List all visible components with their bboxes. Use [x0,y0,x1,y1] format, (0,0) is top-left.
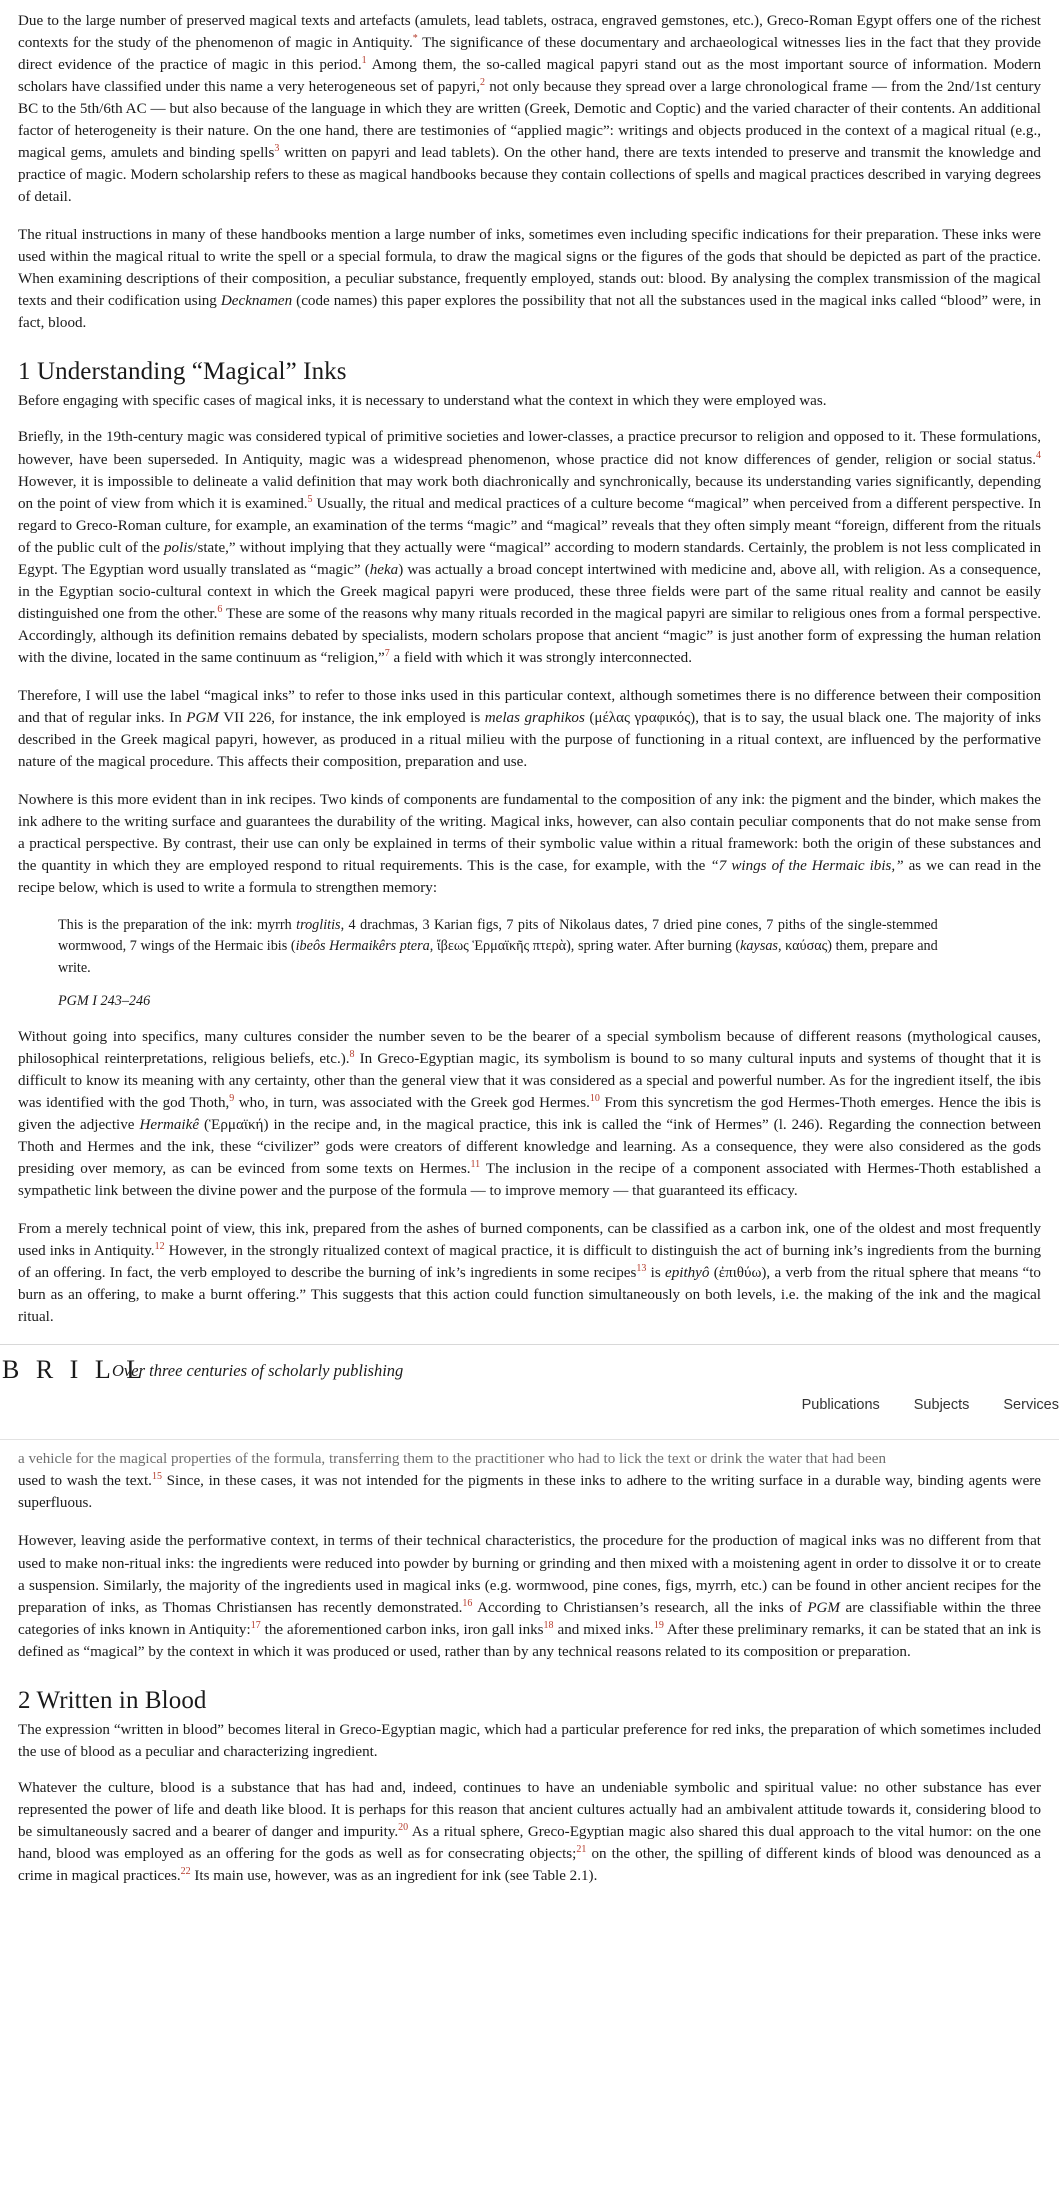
paragraph: Therefore, I will use the label “magical inks” to refer to those inks used in this particular context, although sometimes there is no difference between their composition and that of regular inks. In PGM VII 226, for instance, the ink employed is melas graphikos (μέλας γραφικός), that is to say, the usual black one. The majority of inks described in the Greek magical papyri, however, as produced in a ritual milieu with the purpose of functioning in a ritual context, are influenced by the performative nature of the magical procedure. This affects their composition, preparation and use. [18,687,1041,770]
nav-item-publications[interactable]: Publications [801,1397,880,1414]
paragraph: Without going into specifics, many cultures consider the number seven to be the bearer of a special symbolism because of different reasons (mythological causes, philosophical reinterpretations, religious beliefs, etc.).$^8$ In Greco-Egyptian magic, its symbolism is bound to so many cultural inputs and systems of thought that it is difficult to know its meaning with any certainty, other than the general view that it was considered as a special and powerful number. As for the ingredient itself, the ibis was identified with the god Thoth,$^9$ who, in turn, was associated with the Greek god Hermes.$^{10}$ From this syncretism the god Hermes-Thoth emerges. Hence the ibis is given the adjective Hermaikê (Ἑρμαϊκή) in the recipe and, in the magical practice, this ink is called the “ink of Hermes” (l. 246). Regarding the connection between Thoth and Hermes and the ink, these “civilizer” gods were creators of different knowledge and learning. As a consequence, they were also considered as the gods presiding over memory, as can be evinced from some texts on Hermes.$^{11}$ The inclusion in the recipe of a component associated with Hermes-Thoth established a sympathetic link between the divine power and the purpose of the formula — to improve memory — that guaranteed its efficacy. [18,1028,1042,1200]
paragraph: From a merely technical point of view, this ink, prepared from the ashes of burned components, can be classified as a carbon ink, one of the oldest and most frequently used inks in Antiquity.$^{12}$ However, in the strongly ritualized context of magical practice, it is difficult to distinguish the act of burning ink’s ingredients from the burning of an offering. In fact, the verb employed to describe the burning of ink’s ingredients in some recipes$^{13}$ is epithyô (ἐπιθύω), a verb from the ritual sphere that means “to burn as an offering, to make a burnt offering.” This suggests that this action could function simultaneously on both levels, i.e. the making of the ink and the magical ritual. [18,1221,1041,1326]
brill-logo[interactable]: B R I L L [2,1355,148,1385]
brill-tagline: Over three centuries of scholarly publishing [112,1361,404,1381]
citation-text: PGM I 243–246 [58,992,151,1009]
paragraph: Due to the large number of preserved magical texts and artefacts (amulets, lead tablets, ostraca, engraved gemstones, etc.), Greco-Roman Egypt offers one of the richest contexts for the study of the phenomenon of magic in Antiquity.* The significance of these documentary and archaeological witnesses lies in the fact that they provide direct evidence of the practice of magic in this period.$^1$ Among them, the so-called magical papyri stand out as the most important source of information. Modern scholars have classified under this name a very heterogeneous set of papyri,$^2$ not only because they spread over a large chronological frame — from the 2nd/1st century BC to the 5th/6th AC — but also because of the language in which they are written (Greek, Demotic and Coptic) and the varied character of their contents. An additional factor of heterogeneity is their nature. On the one hand, there are testimonies of “applied magic”: writings and objects produced in the context of a magical ritual (e.g., magical gems, amulets and binding spells$^3$ written on papyri and lead tablets). On the other hand, there are texts intended to preserve and transmit the knowledge and practice of magic. Modern scholarship refers to these as magical handbooks because they contain collections of spells and magical practices described in varying degrees of detail. [18,13,1041,206]
article-body-bottom [0,1440,1059,1887]
paragraph: The ritual instructions in many of these handbooks mention a large number of inks, sometimes even including specific indications for their preparation. These inks were used within the magical ritual to write the spell or a special formula, to draw the magical signs or the figures of the gods that should be depicted as part of the practice. When examining descriptions of their composition, a peculiar substance, frequently employed, stands out: blood. By analysing the complex transmission of the magical texts and their codification using Decknamen (code names) this paper explores the possibility that not all the substances used in the magical inks called “blood” were, in fact, blood. [18,227,1041,332]
paragraph: Whatever the culture, blood is a substance that has had and, indeed, continues to have an undeniable symbolic and spiritual value: no other substance has ever represented the power of life and death like blood. It is perhaps for this reason that ancient cultures actually had an ambivalent attitude towards it, considering blood to be simultaneously sacred and a bearer of danger and impurity.$^{20}$ As a ritual sphere, Greco-Egyptian magic also shared this dual approach to the vital humor: on the one hand, blood was employed as an offering for the gods as well as for consecrating objects;$^{21}$ on the other, the spilling of different kinds of blood was denounced as a crime in magical practices.$^{22}$ Its main use, however, was as an ingredient for ink (see Table 2.1). [18,1779,1041,1884]
brill-nav [802,1397,1059,1413]
paragraph: However, leaving aside the performative context, in terms of their technical characteristics, the procedure for the production of magical inks was no different from that used to make non-ritual inks: the ingredients were reduced into powder by burning or grinding and then mixed with a moistening agent in order to dissolve it or to create a suspension. Similarly, the majority of the ingredients used in magical inks (e.g. wormwood, pine cones, figs, myrrh, etc.) can be found in other ancient recipes for the preparation of inks, as Thomas Christiansen has recently demonstrated.$^{16}$ According to Christiansen’s research, all the inks of PGM are classifiable within the three categories of inks known in Antiquity:$^{17}$ the aforementioned carbon inks, iron gall inks$^{18}$ and mixed inks.$^{19}$ After these preliminary remarks, it can be stated that an ink is defined as “magical” by the context in which it was produced or used, rather than by any technical reasons related to its composition or preparation. [18,1533,1041,1660]
paper-page [0,10,1059,1887]
paragraph: used to wash the text.$^{15}$ Since, in these cases, it was not intended for the pigments in these inks to adhere to the writing surface in a durable way, binding agents were superfluous. [18,1471,1042,1512]
paragraph: Nowhere is this more evident than in ink recipes. Two kinds of components are fundamental to the composition of any ink: the pigment and the binder, which makes the ink adhere to the writing surface and guarantees the durability of the writing. Magical inks, however, can also contain peculiar components that do not make sense from a practical perspective. By contrast, their use can only be explained in terms of their symbolic value within a ritual framework: both the origin of these substances and the quantity in which they are employed respond to ritual requirements. This is the case, for example, with the “7 wings of the Hermaic ibis,” as we can read in the recipe below, which is used to write a formula to strengthen memory: [18,791,1041,897]
section-heading-2: 2 Written in Blood [18,1686,207,1714]
clipped-paragraph-line: a vehicle for the magical properties of the formula, transferring them to the practitioner who had to lick the text or drink the water that had been [18,1451,886,1468]
paragraph: Before engaging with specific cases of magical inks, it is necessary to understand what the context in which they were employed was. [18,393,827,410]
section-heading-1: 1 Understanding “Magical” Inks [18,358,347,386]
nav-item-services[interactable]: Services [1003,1397,1059,1414]
paragraph: The expression “written in blood” becomes literal in Greco-Egyptian magic, which had a particular preference for red inks, the preparation of which sometimes included the use of blood as a peculiar and characterizing ingredient. [18,1721,1041,1760]
block-quote-citation [58,993,1041,1010]
article-body-top [0,10,1059,1328]
block-quote: This is the preparation of the ink: myrrh troglitis, 4 drachmas, 3 Karian figs, 7 pits of Nikolaus dates, 7 dried pine cones, 7 piths of the single-stemmed wormwood, 7 wings of the Hermaic ibis (ibeôs Hermaikêrs ptera, ἴβεως Ἑρμαϊκῆς πτερὰ), spring water. After burning (kaysas, καύσας) them, prepare and write. [58,917,938,976]
brill-site-header [0,1344,1059,1440]
nav-item-subjects[interactable]: Subjects [913,1397,970,1414]
paragraph: Briefly, in the 19th-century magic was considered typical of primitive societies and lower-classes, a practice precursor to religion and opposed to it. These formulations, however, have been superseded. In Antiquity, magic was a widespread phenomenon, whose practice did not know differences of gender, religion or social status.$^4$ However, it is impossible to delineate a valid definition that may work both diachronically and synchronically, because its understanding varies significantly, depending on the point of view from which it is examined.$^5$ Usually, the ritual and medical practices of a culture become “magical” when perceived from a different perspective. In regard to Greco-Roman culture, for example, an examination of the terms “magic” and “magical” reveals that they often simply meant “foreign, different from the rituals of the public cult of the polis/state,” without implying that they actually were “magical” according to modern standards. Certainly, the problem is not less complicated in Egypt. The Egyptian word usually translated as “magic” (heka) was actually a broad concept intertwined with medicine and, above all, with religion. As a consequence, in the Egyptian socio-cultural context in which the Greek magical papyri were produced, these three fields were part of the same ritual reality and cannot be easily distinguished one from the other.$^6$ These are some of the reasons why many rituals recorded in the magical papyri are similar to religious ones from a formal perspective. Accordingly, although its definition remains debated by specialists, modern scholars propose that ancient “magic” is just another form of expressing the human relation with the divine, located in the same continuum as “religion,”$^7$ a field with which it was strongly interconnected. [18,429,1042,666]
